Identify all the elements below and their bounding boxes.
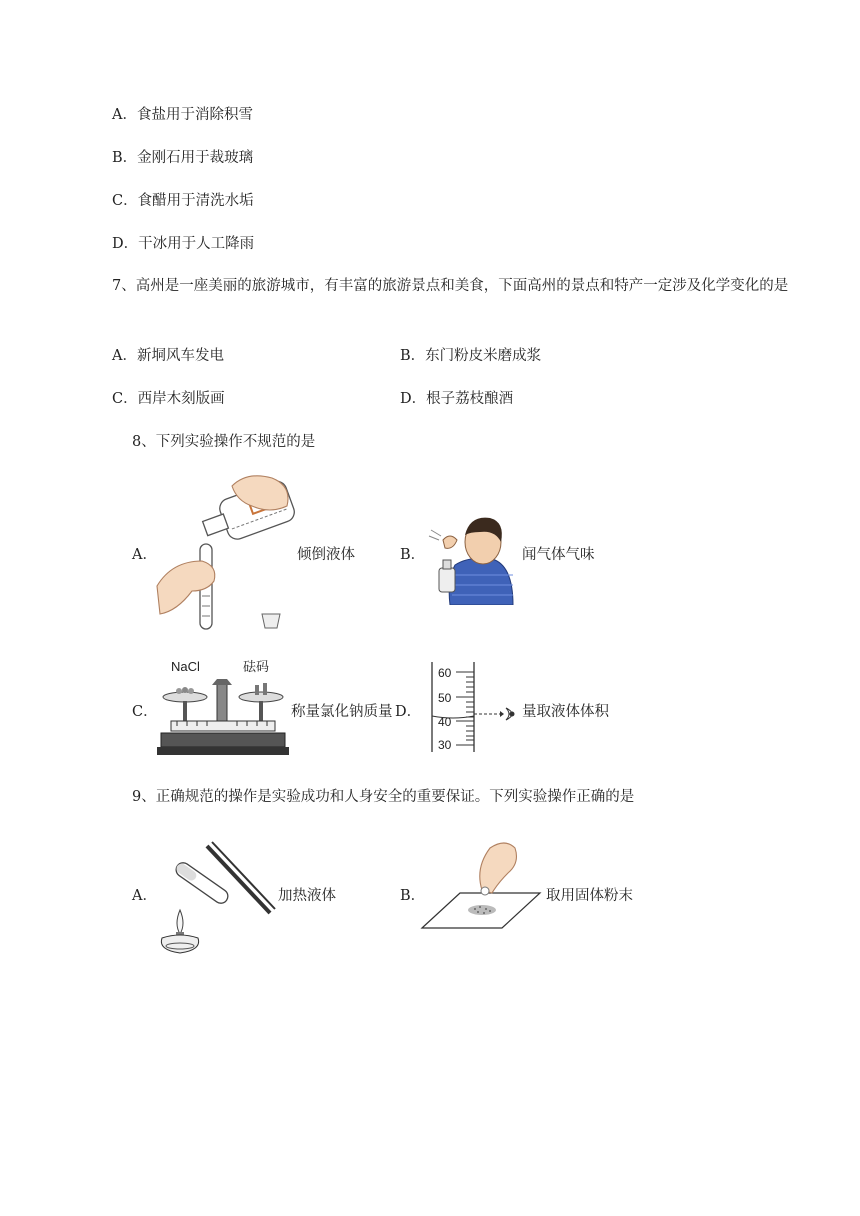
nacl-label: NaCl [171, 659, 200, 674]
q6-option-c: C．食醋用于清洗水垢 [112, 193, 254, 209]
q8-option-a-caption: 倾倒液体 [297, 547, 355, 563]
q9-option-a-letter: A． [132, 888, 157, 904]
q6-option-a: A．食盐用于消除积雪 [112, 107, 253, 123]
tick-label-60: 60 [438, 666, 452, 680]
q8-option-d-letter: D． [395, 704, 422, 720]
smelling-gas-figure [425, 510, 517, 609]
q7-option-b: B．东门粉皮米磨成浆 [400, 348, 542, 364]
tick-label-30: 30 [438, 738, 452, 752]
q6-option-b: B．金刚石用于裁玻璃 [112, 150, 254, 166]
q8-option-b-letter: B． [400, 547, 426, 563]
weights-label: 砝码 [243, 659, 270, 674]
q8-option-c-caption: 称量氯化钠质量 [291, 704, 393, 720]
q8-option-b-caption: 闻气体气味 [522, 547, 595, 563]
q9-option-a-caption: 加热液体 [278, 888, 336, 904]
q8-option-a-letter: A． [132, 547, 157, 563]
q6-option-d: D．干冰用于人工降雨 [112, 236, 255, 252]
q8-option-d-caption: 量取液体体积 [522, 704, 609, 720]
q7-option-d: D．根子荔枝酿酒 [400, 391, 514, 407]
tick-label-40: 40 [438, 715, 452, 729]
powder-scooping-figure [420, 838, 542, 942]
q8-option-c-letter: C． [132, 704, 158, 720]
pouring-liquid-figure [152, 466, 297, 640]
q7-option-c: C．西岸木刻版画 [112, 391, 225, 407]
heating-liquid-figure [152, 838, 277, 960]
graduated-cylinder-figure [428, 660, 523, 759]
q7-stem: 7、高州是一座美丽的旅游城市，有丰富的旅游景点和美食，下面高州的景点和特产一定涉及化学变化的是 [112, 278, 789, 294]
tick-label-50: 50 [438, 691, 452, 705]
q8-stem: 8、下列实验操作不规范的是 [132, 434, 316, 450]
q9-option-b-caption: 取用固体粉末 [546, 888, 633, 904]
balance-weighing-figure [157, 655, 289, 764]
q9-stem: 9、正确规范的操作是实验成功和人身安全的重要保证。下列实验操作正确的是 [132, 789, 635, 805]
q7-option-a: A．新垌风车发电 [112, 348, 224, 364]
q9-option-b-letter: B． [400, 888, 426, 904]
